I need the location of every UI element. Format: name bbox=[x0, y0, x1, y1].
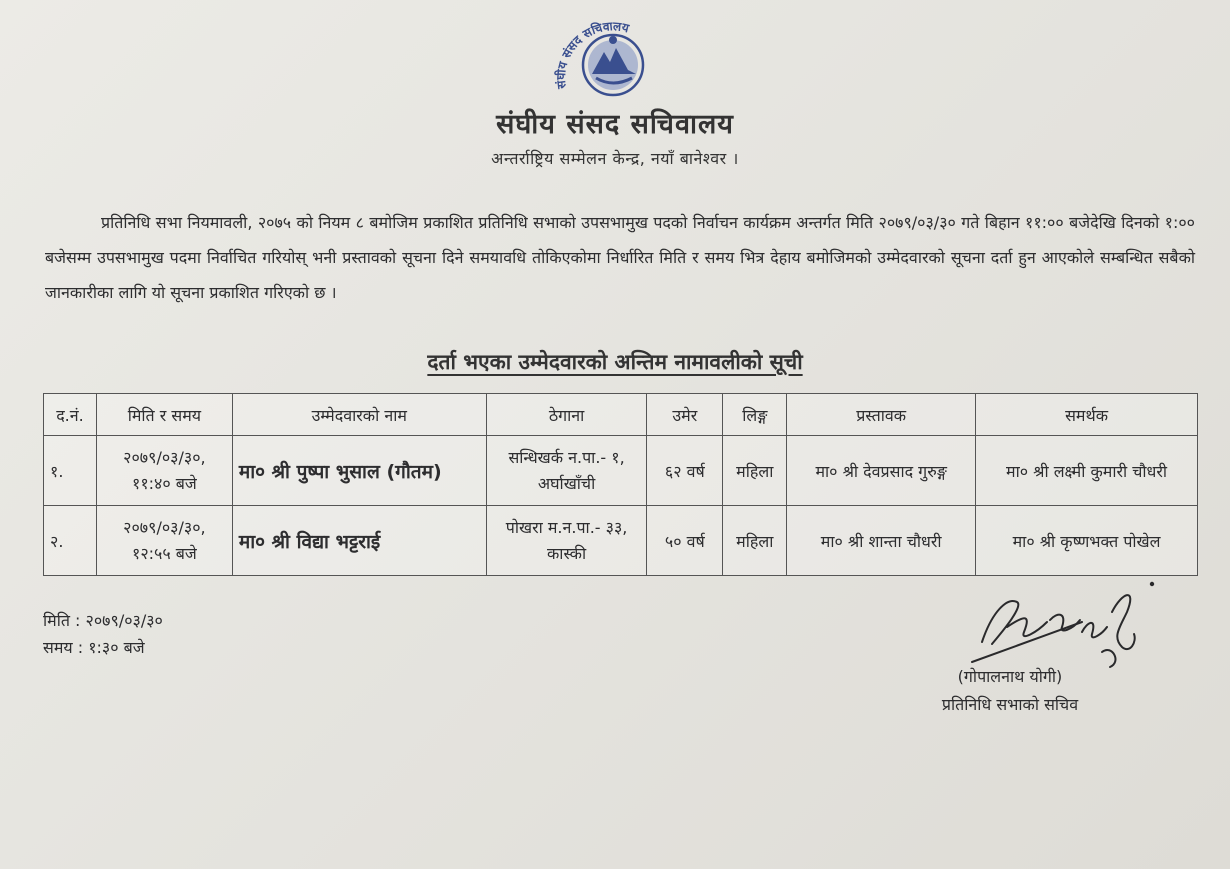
header-sn: द.नं. bbox=[44, 394, 97, 436]
row-date: २०७९/०३/३०, bbox=[123, 517, 206, 537]
row-gender: महिला bbox=[723, 436, 787, 506]
row-address bbox=[486, 506, 647, 576]
row-candidate-name: मा० श्री विद्या भट्टराई bbox=[232, 506, 486, 576]
issue-info bbox=[43, 607, 163, 661]
issue-time: समय : १:३० बजे bbox=[43, 638, 145, 657]
row-date: २०७९/०३/३०, bbox=[123, 447, 206, 467]
row-seconder: मा० श्री कृष्णभक्त पोखेल bbox=[976, 506, 1198, 576]
row-proposer: मा० श्री देवप्रसाद गुरुङ्ग bbox=[787, 436, 976, 506]
row-time: १२:५५ बजे bbox=[132, 543, 197, 563]
candidate-table bbox=[43, 393, 1198, 576]
row-sn: १. bbox=[44, 436, 97, 506]
header-seconder: समर्थक bbox=[976, 394, 1198, 436]
list-title-text: दर्ता भएका उम्मेदवारको अन्तिम नामावलीको सूची bbox=[427, 349, 803, 374]
row-time: ११:४० बजे bbox=[132, 473, 197, 493]
signature-icon bbox=[962, 572, 1162, 672]
list-title bbox=[0, 348, 1230, 376]
header-age: उमेर bbox=[647, 394, 723, 436]
row-address bbox=[486, 436, 647, 506]
header-gender: लिङ्ग bbox=[723, 394, 787, 436]
row-address-line1: सन्धिखर्क न.पा.- १, bbox=[508, 447, 625, 467]
row-address-line1: पोखरा म.न.पा.- ३३, bbox=[505, 517, 628, 537]
notice-body: प्रतिनिधि सभा नियमावली, २०७५ को नियम ८ बमोजिम प्रकाशित प्रतिनिधि सभाको उपसभामुख पदको निर्वाचन कार्यक्रम अन्तर्गत मिति २०७९/०३/३० गते बिहान ११:०० बजेदेखि दिनको १:०० बजेसम्म उपसभामुख पदमा निर्वाचित गरियोस् भनी प्रस्तावको सूचना दिने समयावधि तोकिएकोमा निर्धारित मिति र समय भित्र देहाय बमोजिमको उम्मेदवारको सूचना दर्ता हुन आएकोले सम्बन्धित सबैको जानकारीका लागि यो सूचना प्रकाशित गरिएको छ । bbox=[45, 213, 1195, 302]
organization-address: अन्तर्राष्ट्रिय सम्मेलन केन्द्र, नयाँ बानेश्वर । bbox=[491, 149, 739, 168]
signer-designation: प्रतिनिधि सभाको सचिव bbox=[941, 695, 1079, 714]
header-name: उम्मेदवारको नाम bbox=[232, 394, 486, 436]
signer-name: (गोपालनाथ योगी) bbox=[957, 667, 1063, 686]
row-candidate-name: मा० श्री पुष्पा भुसाल (गौतम) bbox=[232, 436, 486, 506]
row-address-line2: कास्की bbox=[547, 543, 587, 563]
table-header-row bbox=[44, 394, 1198, 436]
header-proposer: प्रस्तावक bbox=[787, 394, 976, 436]
table-row bbox=[44, 506, 1198, 576]
seal-text: संघीय संसद सचिवालय bbox=[553, 19, 631, 90]
organization-title: संघीय संसद सचिवालय bbox=[496, 109, 734, 140]
signer-block bbox=[930, 663, 1090, 719]
row-age: ५० वर्ष bbox=[647, 506, 723, 576]
row-proposer: मा० श्री शान्ता चौधरी bbox=[787, 506, 976, 576]
row-gender: महिला bbox=[723, 506, 787, 576]
issue-date: मिति : २०७९/०३/३० bbox=[43, 611, 163, 630]
header-address: ठेगाना bbox=[486, 394, 647, 436]
row-age: ६२ वर्ष bbox=[647, 436, 723, 506]
row-address-line2: अर्घाखाँची bbox=[537, 473, 596, 493]
row-seconder: मा० श्री लक्ष्मी कुमारी चौधरी bbox=[976, 436, 1198, 506]
row-datetime bbox=[96, 506, 232, 576]
parliament-seal-icon bbox=[552, 18, 674, 118]
row-datetime bbox=[96, 436, 232, 506]
table-row bbox=[44, 436, 1198, 506]
row-sn: २. bbox=[44, 506, 97, 576]
header-datetime: मिति र समय bbox=[96, 394, 232, 436]
